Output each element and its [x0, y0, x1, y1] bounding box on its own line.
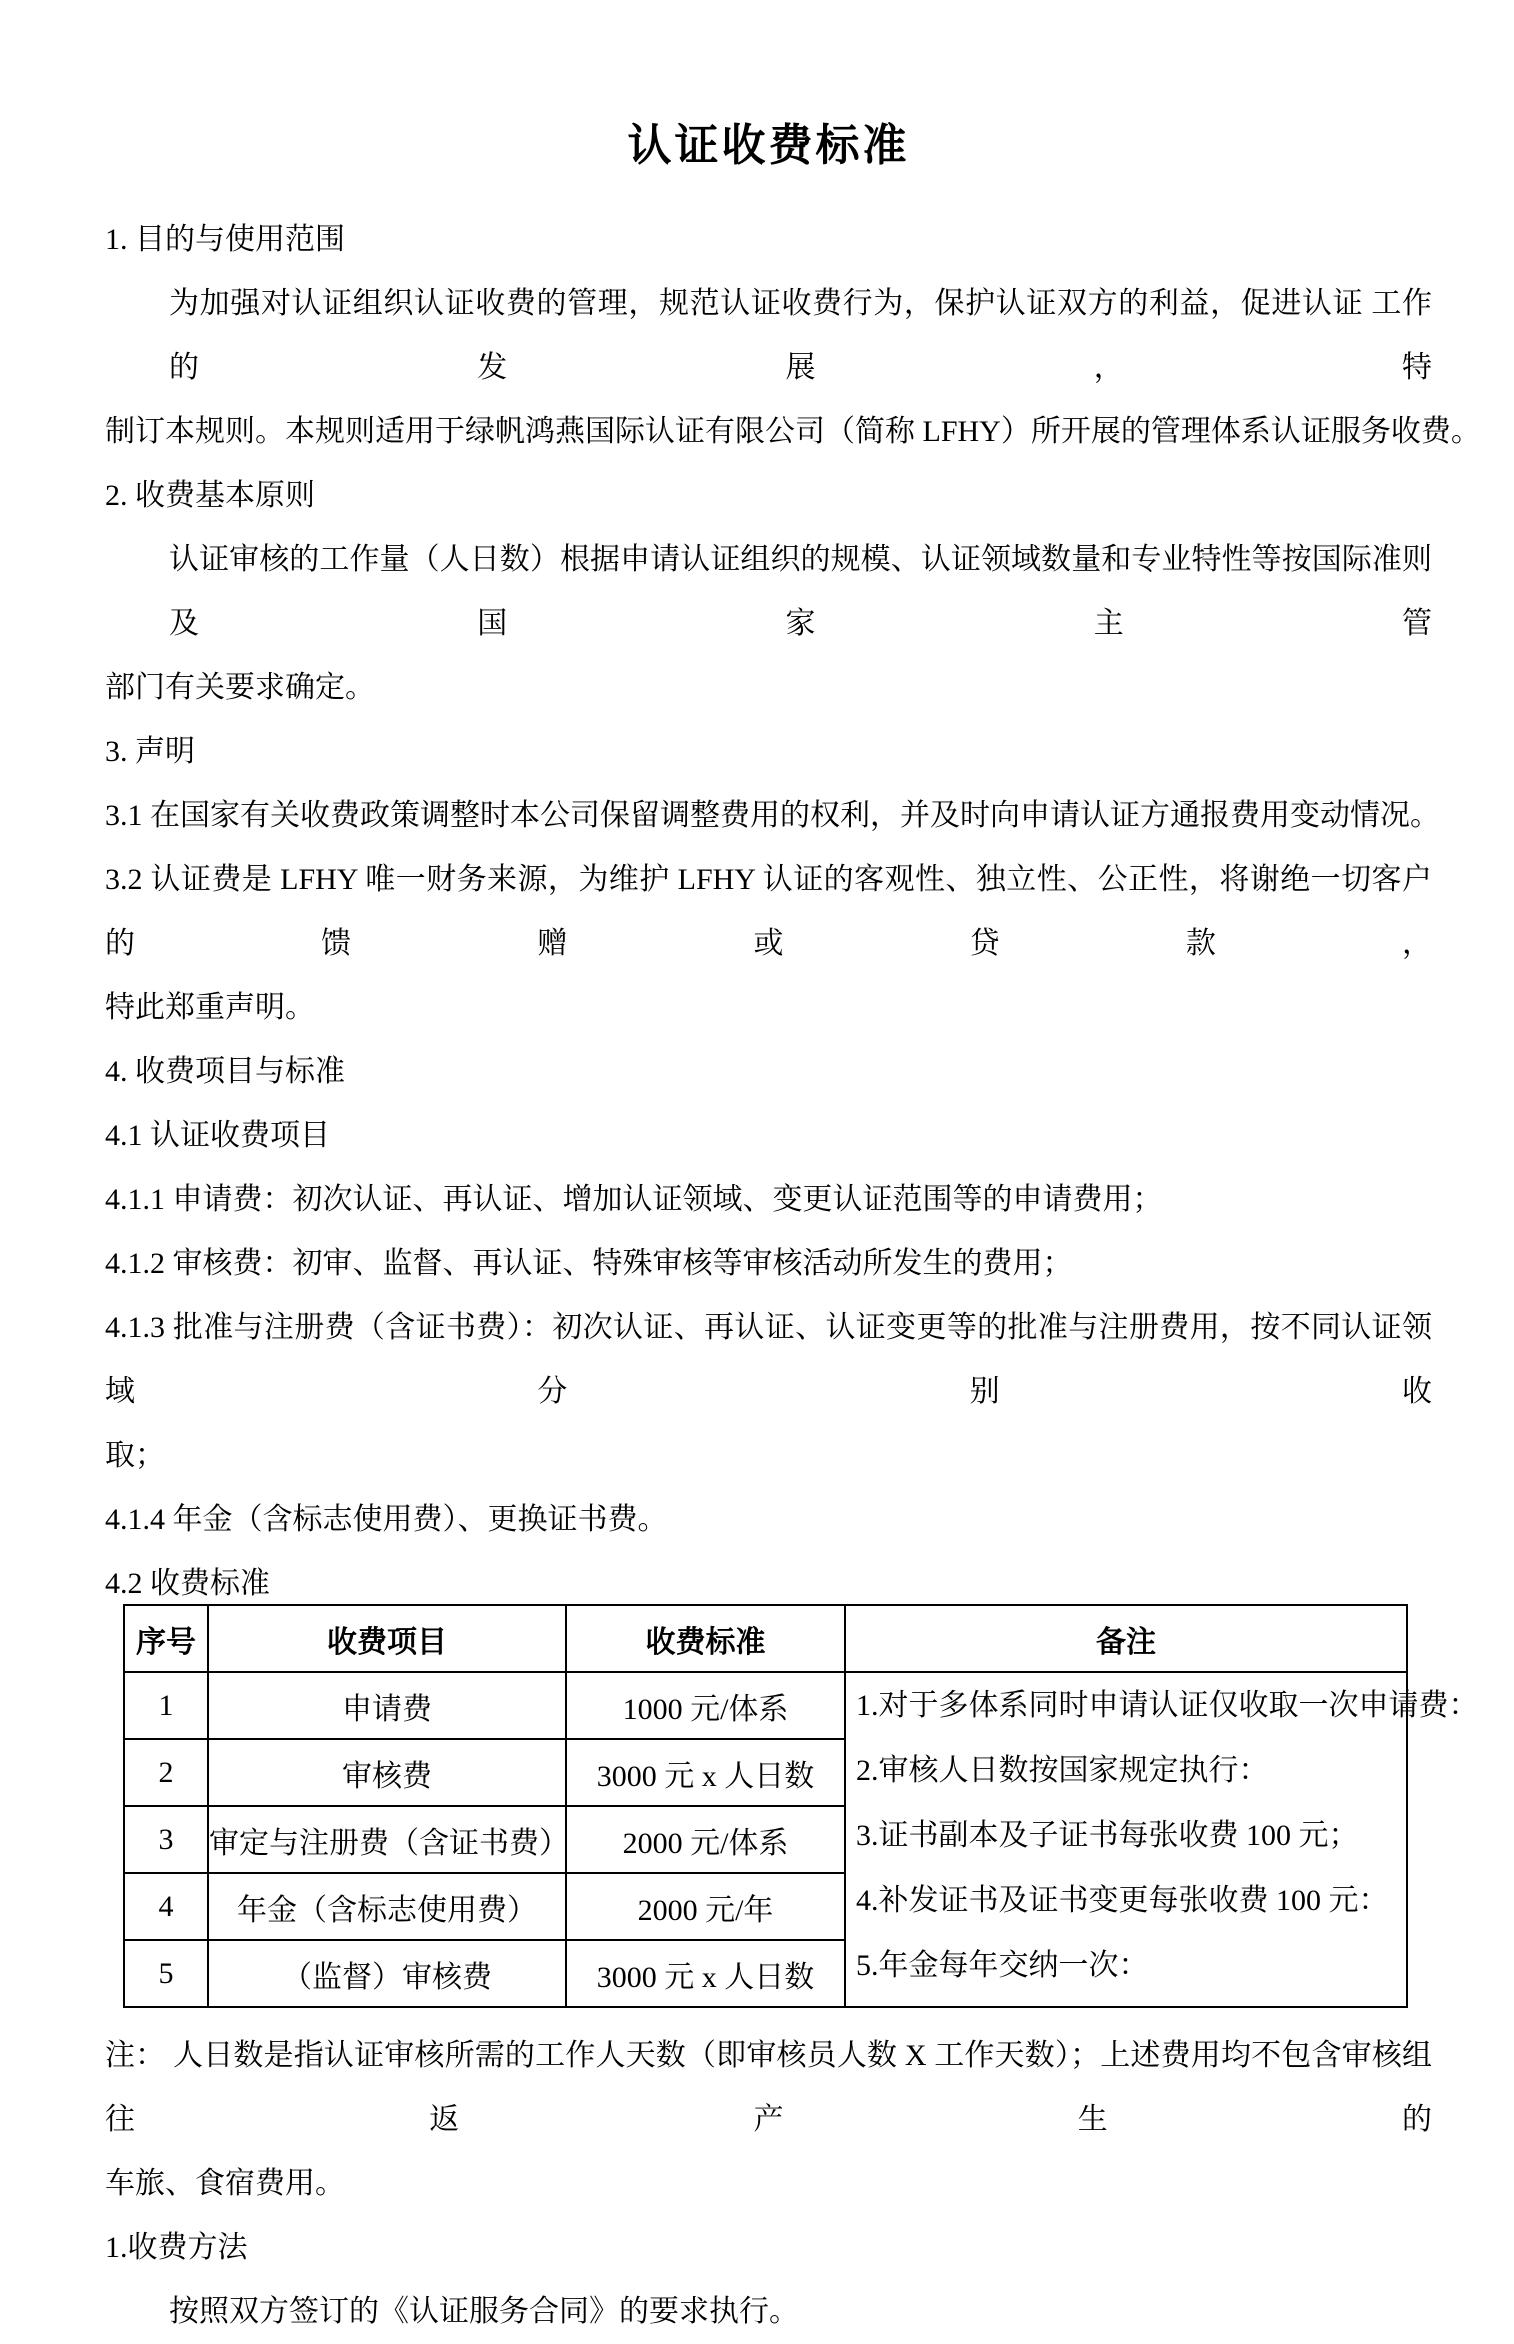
- note-line-tail: 车旅、食宿费用。: [105, 2167, 345, 2200]
- clause-4-2: 4.2 收费标准: [105, 1567, 270, 1600]
- paragraph-line: 按照双方签订的《认证服务合同》的要求执行。: [169, 2295, 799, 2328]
- document-body: [105, 208, 1481, 1616]
- clause-4-1: 4.1 认证收费项目: [105, 1119, 330, 1152]
- document-footer: [105, 2024, 1432, 2344]
- row-item: 审核费: [208, 1739, 566, 1806]
- row-standard: 3000 元 x 人日数: [566, 1739, 845, 1806]
- row-standard: 2000 元/年: [566, 1873, 845, 1940]
- paragraph-line: 为加强对认证组织认证收费的管理，规范认证收费行为，保护认证双方的利益，促进认证 工作的发展，特: [169, 287, 1432, 384]
- section-heading-1: 1. 目的与使用范围: [105, 223, 345, 256]
- section-heading-fee-method: 1.收费方法: [105, 2231, 248, 2264]
- section-heading-4: 4. 收费项目与标准: [105, 1055, 345, 1088]
- paragraph-line: 特此郑重声明。: [105, 991, 315, 1024]
- clause-4-1-3-tail: 取；: [105, 1439, 165, 1472]
- paragraph-line: 部门有关要求确定。: [105, 671, 375, 704]
- note-line: 注： 人日数是指认证审核所需的工作人天数（即审核员人数 X 工作天数）；上述费用均不包含审核组往返产生的: [105, 2039, 1432, 2136]
- remark-line-5: 5.年金每年交纳一次：: [856, 1949, 1149, 1982]
- clause-4-1-2: 4.1.2 审核费：初审、监督、再认证、特殊审核等审核活动所发生的费用；: [105, 1247, 1073, 1280]
- row-item: 年金（含标志使用费）: [208, 1873, 566, 1940]
- table-row: [124, 1672, 1407, 1739]
- section-heading-3: 3. 声明: [105, 735, 195, 768]
- col-header-standard: 收费标准: [566, 1605, 845, 1672]
- row-index: 5: [124, 1940, 208, 2007]
- row-index: 3: [124, 1806, 208, 1873]
- fee-standard-table: [123, 1604, 1479, 2008]
- row-index: 2: [124, 1739, 208, 1806]
- table-header-row: [124, 1605, 1407, 1672]
- row-index: 4: [124, 1873, 208, 1940]
- row-index: 1: [124, 1672, 208, 1739]
- paragraph-line: 认证审核的工作量（人日数）根据申请认证组织的规模、认证领域数量和专业特性等按国际准则及国家主管: [169, 543, 1432, 640]
- col-header-index: 序号: [124, 1605, 208, 1672]
- col-header-item: 收费项目: [208, 1605, 566, 1672]
- section-heading-2: 2. 收费基本原则: [105, 479, 315, 512]
- paragraph-line: 制订本规则。本规则适用于绿帆鸿燕国际认证有限公司（简称 LFHY）所开展的管理体系认证服务收费。: [105, 415, 1481, 448]
- clause-4-1-1: 4.1.1 申请费：初次认证、再认证、增加认证领域、变更认证范围等的申请费用；: [105, 1183, 1163, 1216]
- remark-line-4: 4.补发证书及证书变更每张收费 100 元：: [856, 1884, 1389, 1917]
- remark-line-3: 3.证书副本及子证书每张收费 100 元；: [856, 1819, 1359, 1852]
- document-page: [0, 118, 1514, 2328]
- row-standard: 2000 元/体系: [566, 1806, 845, 1873]
- row-item: 申请费: [208, 1672, 566, 1739]
- remark-line-1: 1.对于多体系同时申请认证仅收取一次申请费：: [856, 1689, 1479, 1722]
- row-standard: 1000 元/体系: [566, 1672, 845, 1739]
- row-item: 审定与注册费（含证书费）: [208, 1806, 566, 1873]
- col-header-remark: 备注: [845, 1605, 1407, 1672]
- row-standard: 3000 元 x 人日数: [566, 1940, 845, 2007]
- remark-line-2: 2.审核人日数按国家规定执行：: [856, 1754, 1269, 1787]
- row-item: （监督）审核费: [208, 1940, 566, 2007]
- clause-3-2: 3.2 认证费是 LFHY 唯一财务来源，为维护 LFHY 认证的客观性、独立性、公正性，将谢绝一切客户的馈赠或贷款，: [105, 863, 1432, 960]
- clause-4-1-3: 4.1.3 批准与注册费（含证书费）：初次认证、再认证、认证变更等的批准与注册费用，按不同认证领域分别收: [105, 1311, 1432, 1408]
- document-title: 认证收费标准: [627, 121, 910, 170]
- clause-4-1-4: 4.1.4 年金（含标志使用费）、更换证书费。: [105, 1503, 668, 1536]
- remarks-cell: [845, 1672, 1479, 2007]
- clause-3-1: 3.1 在国家有关收费政策调整时本公司保留调整费用的权利，并及时向申请认证方通报费用变动情况。: [105, 799, 1440, 832]
